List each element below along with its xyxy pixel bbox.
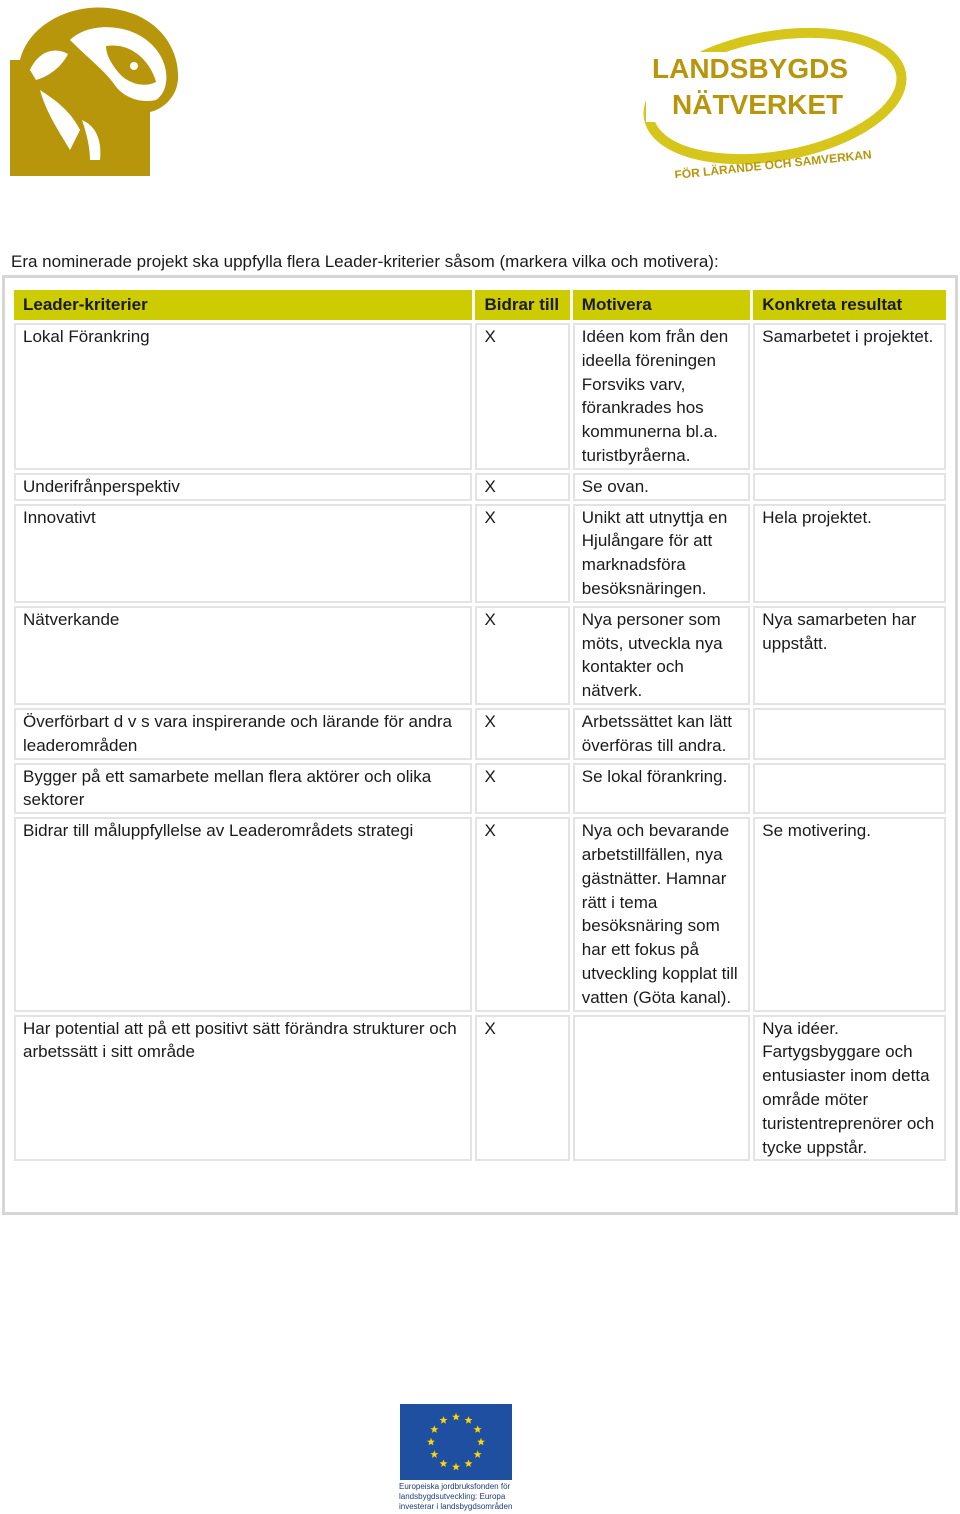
- table-row: [14, 504, 946, 603]
- table-row: [14, 606, 946, 705]
- mark-cell: X: [475, 708, 569, 760]
- result-cell: Se motivering.: [753, 817, 946, 1011]
- mark-cell: X: [475, 606, 569, 705]
- leader-criteria-table: [11, 287, 949, 1164]
- result-cell: [753, 473, 946, 501]
- result-cell: Hela projektet.: [753, 504, 946, 603]
- table-row: [14, 473, 946, 501]
- logo-tagline: FÖR LÄRANDE OCH SAMVERKAN: [673, 147, 873, 178]
- result-cell: [753, 708, 946, 760]
- logo-line1: LANDSBYGDS: [652, 53, 849, 84]
- criterion-cell: Bidrar till måluppfyllelse av Leaderområdets strategi: [14, 817, 472, 1011]
- logo-line2: NÄTVERKET: [672, 89, 844, 120]
- motivation-cell: Idéen kom från den ideella föreningen Forsviks varv, förankrades hos kommunerna bl.a. turistbyråerna.: [573, 323, 751, 470]
- criterion-cell: Överförbart d v s vara inspirerande och lärande för andra leaderområden: [14, 708, 472, 760]
- motivation-cell: Se lokal förankring.: [573, 763, 751, 815]
- result-cell: Nya samarbeten har uppstått.: [753, 606, 946, 705]
- criterion-cell: Underifrånperspektiv: [14, 473, 472, 501]
- landsbygdsnatverket-logo: [640, 18, 910, 178]
- header-konkreta-resultat: Konkreta resultat: [753, 290, 946, 320]
- motivation-cell: Nya personer som möts, utveckla nya kontakter och nätverk.: [573, 606, 751, 705]
- criterion-cell: Har potential att på ett positivt sätt förändra strukturer och arbetssätt i sitt område: [14, 1015, 472, 1162]
- table-row: [14, 1015, 946, 1162]
- table-row: [14, 708, 946, 760]
- table-row: [14, 323, 946, 470]
- criterion-cell: Nätverkande: [14, 606, 472, 705]
- result-cell: Samarbetet i projektet.: [753, 323, 946, 470]
- table-header-row: [14, 290, 946, 320]
- table-row: [14, 817, 946, 1011]
- table-row: [14, 763, 946, 815]
- criterion-cell: Bygger på ett samarbete mellan flera aktörer och olika sektorer: [14, 763, 472, 815]
- eu-flag-icon: [400, 1404, 512, 1480]
- eu-caption: [399, 1482, 515, 1512]
- eu-caption-line2: landsbygdsutveckling: Europa: [399, 1492, 506, 1501]
- animal-head-logo: [10, 0, 182, 176]
- motivation-cell: Se ovan.: [573, 473, 751, 501]
- criterion-cell: Lokal Förankring: [14, 323, 472, 470]
- mark-cell: X: [475, 473, 569, 501]
- motivation-cell: [573, 1015, 751, 1162]
- criterion-cell: Innovativt: [14, 504, 472, 603]
- header-bidrar-till: Bidrar till: [475, 290, 569, 320]
- mark-cell: X: [475, 504, 569, 603]
- motivation-cell: Nya och bevarande arbetstillfällen, nya gästnätter. Hamnar rätt i tema besöksnäring som har ett fokus på utveckling kopplat till vatten (Göta kanal).: [573, 817, 751, 1011]
- eu-caption-line3: investerar i landsbygdsområden: [399, 1502, 513, 1511]
- intro-text: Era nominerade projekt ska uppfylla flera Leader-kriterier såsom (markera vilka och motivera):: [11, 252, 719, 271]
- result-cell: Nya idéer. Fartygsbyggare och entusiaster inom detta område möter turistentreprenörer och tycke uppstår.: [753, 1015, 946, 1162]
- motivation-cell: Unikt att utnyttja en Hjulångare för att marknadsföra besöksnäringen.: [573, 504, 751, 603]
- mark-cell: X: [475, 1015, 569, 1162]
- mark-cell: X: [475, 817, 569, 1011]
- motivation-cell: Arbetssättet kan lätt överföras till andra.: [573, 708, 751, 760]
- mark-cell: X: [475, 323, 569, 470]
- result-cell: [753, 763, 946, 815]
- header-motivera: Motivera: [573, 290, 751, 320]
- mark-cell: X: [475, 763, 569, 815]
- header-leader-kriterier: Leader-kriterier: [14, 290, 472, 320]
- eu-caption-line1: Europeiska jordbruksfonden för: [399, 1482, 511, 1491]
